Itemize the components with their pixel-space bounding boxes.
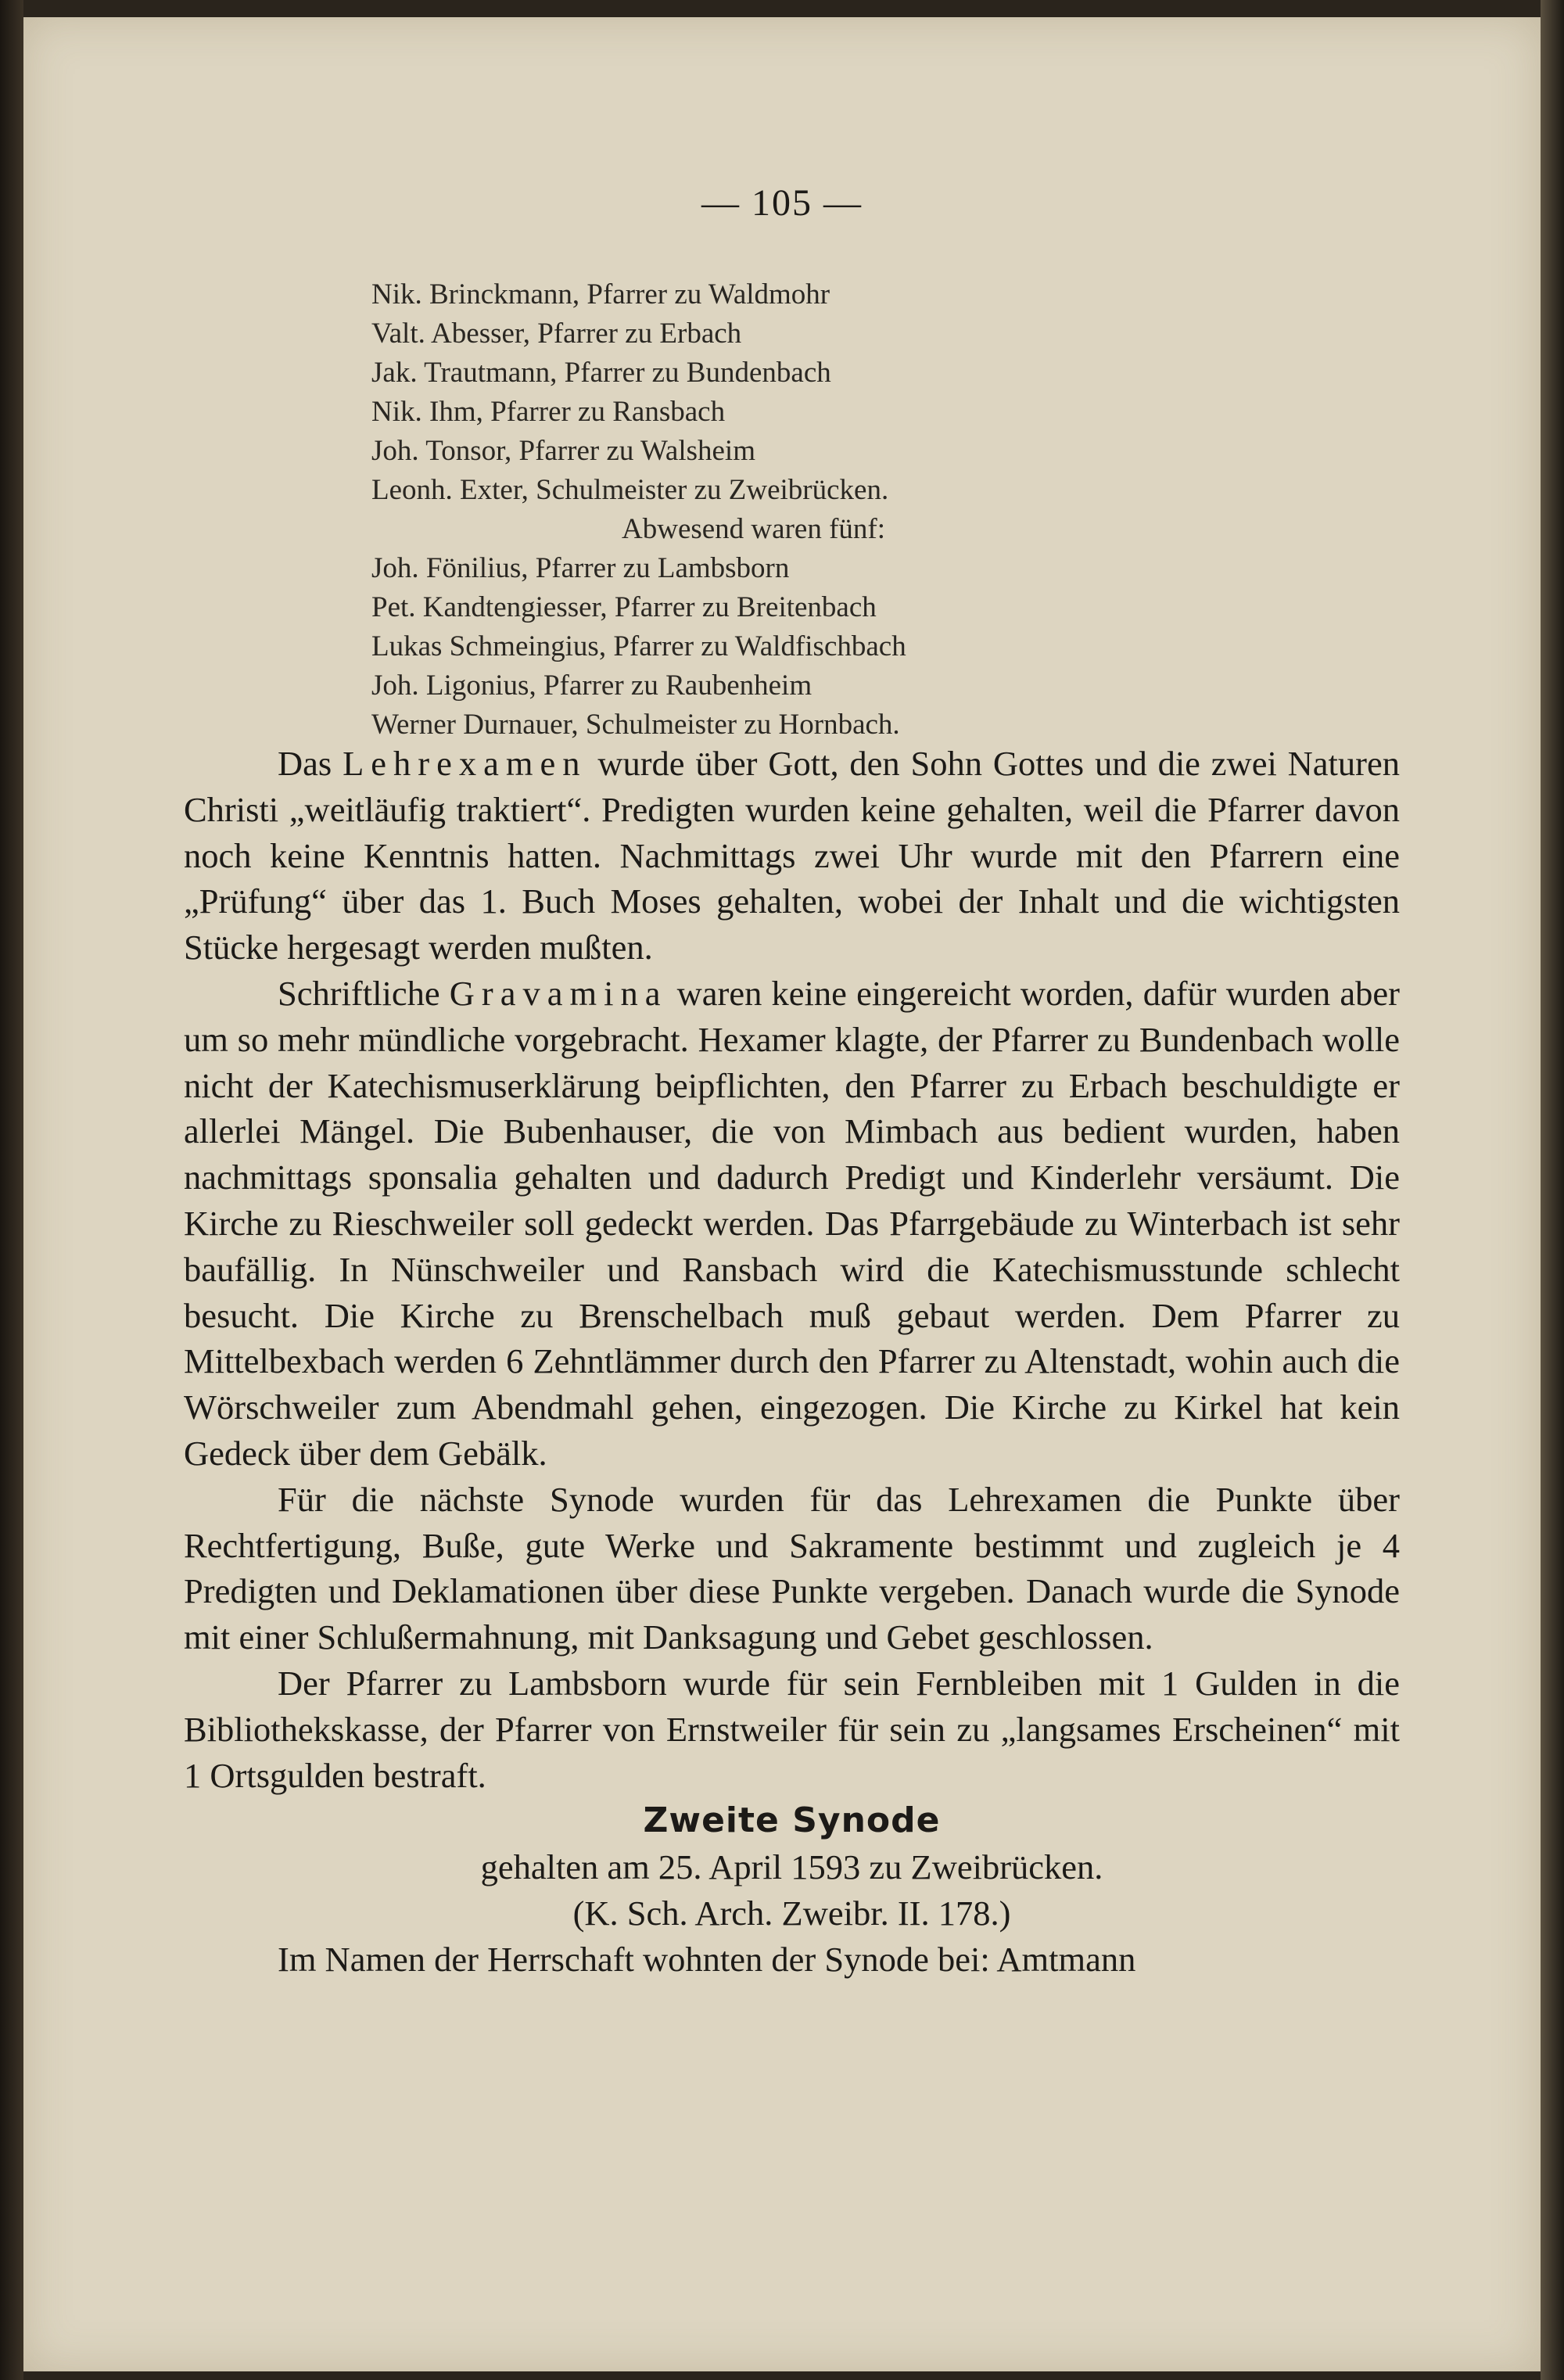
page-edge [1541,0,1564,2380]
text-run: waren keine eingereicht worden, dafür wurden aber um so mehr mündliche vorgebracht. Hexamer klagte, der Pfarrer zu Bundenbach wolle nicht der Katechismuserklärung beipflichten, den Pfarrer zu Erbach beschuldigte er allerlei Mängel. Die Bubenhauser, die von Mimbach aus bedient wurden, haben nachmittags sponsalia gehalten und dadurch Predigt und Kinderlehr versäumt. Die Kirche zu Rieschweiler soll gedeckt werden. Das Pfarrgebäude zu Winterbach ist sehr baufällig. In Nünschweiler und Ransbach wird die Katechismusstunde schlecht besucht. Die Kirche zu Brenschelbach muß gebaut werden. Dem Pfarrer zu Mittelbexbach werden 6 Zehntlämmer durch den Pfarrer zu Altenstadt, wohin auch die Wörschweiler zum Abendmahl gehen, eingezogen. Die Kirche zu Kirkel hat kein Gedeck über dem Gebälk. [184,973,1400,1473]
roster-line: Nik. Ihm, Pfarrer zu Ransbach [371,396,726,428]
spaced-term: Gravamina [449,973,668,1013]
body-text [184,741,1400,1983]
absent-line: Pet. Kandtengiesser, Pfarrer zu Breitenbach [371,591,877,623]
section-title: Zweite Synode [643,1800,941,1841]
roster-line: Leonh. Exter, Schulmeister zu Zweibrücken. [371,474,889,506]
absent-line: Lukas Schmeingius, Pfarrer zu Waldfischbach [371,630,906,662]
paragraph-lehrexamen [184,741,1400,971]
book-spine [0,0,23,2380]
absent-heading: Abwesend waren fünf: [622,513,885,545]
paragraph-next-synod: Für die nächste Synode wurden für das Lehrexamen die Punkte über Rechtfertigung, Buße, gute Werke und Sakramente bestimmt und zugleich je 4 Predigten und Deklamationen über diese Punkte vergeben. Danach wurde die Synode mit einer Schlußermahnung, mit Danksagung und Gebet geschlossen. [184,1479,1400,1657]
text-run: Das [278,744,343,783]
text-run: Schriftliche [278,973,450,1013]
absent-line: Joh. Fönilius, Pfarrer zu Lambsborn [371,552,790,584]
book-page [23,17,1541,2371]
paragraph-attendance: Im Namen der Herrschaft wohnten der Synode bei: Amtmann [278,1939,1136,1979]
page-number: — 105 — [701,182,863,224]
absent-line: Joh. Ligonius, Pfarrer zu Raubenheim [371,669,812,702]
paragraph-gravamina [184,971,1400,1477]
absent-line: Werner Durnauer, Schulmeister zu Hornbach. [371,709,900,741]
paragraph-penalties: Der Pfarrer zu Lambsborn wurde für sein Fernbleiben mit 1 Gulden in die Bibliothekskasse, der Pfarrer von Ernstweiler für sein zu „langsames Erscheinen“ mit 1 Ortsgulden bestraft. [184,1663,1400,1795]
section-date: gehalten am 25. April 1593 zu Zweibrücken. [480,1847,1103,1887]
attendee-roster [371,275,1153,745]
roster-line: Nik. Brinckmann, Pfarrer zu Waldmohr [371,278,830,311]
roster-line: Joh. Tonsor, Pfarrer zu Walsheim [371,435,755,467]
roster-line: Valt. Abesser, Pfarrer zu Erbach [371,318,742,350]
roster-line: Jak. Trautmann, Pfarrer zu Bundenbach [371,357,831,389]
section-source: (K. Sch. Arch. Zweibr. II. 178.) [572,1893,1011,1933]
text-run: wurde über Gott, den Sohn Gottes und die zwei Naturen Christi „weitläufig traktiert“. Predigten wurden keine gehalten, weil die Pfarrer davon noch keine Kenntnis hatten. Nachmittags zwei Uhr wurde mit den Pfarrern eine „Prüfung“ über das 1. Buch Moses gehalten, wobei der Inhalt und die wichtigsten Stücke hergesagt werden mußten. [184,744,1400,967]
spaced-term: Lehrexamen [343,744,587,783]
